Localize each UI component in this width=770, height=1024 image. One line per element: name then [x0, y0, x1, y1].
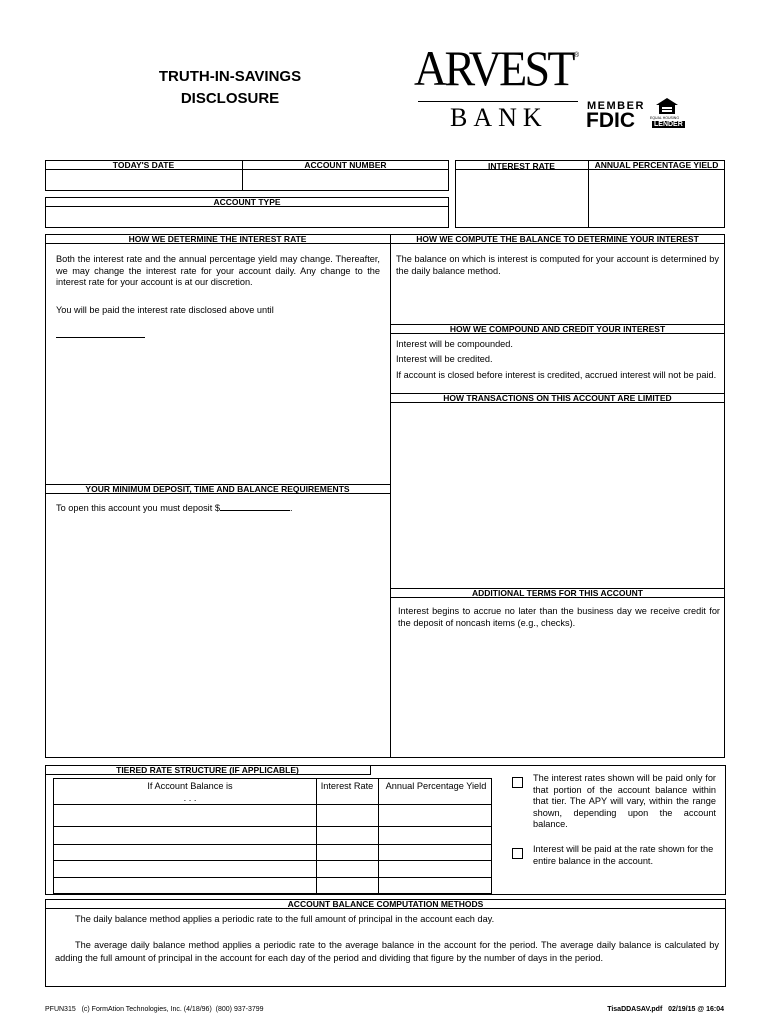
tier-entire-balance-text: Interest will be paid at the rate shown for the entire balance in the account. [533, 844, 714, 866]
tier-col-apy-header: Annual Percentage Yield [385, 781, 487, 791]
lender-text: LENDER [654, 121, 683, 128]
arvest-bank-logo [414, 42, 689, 138]
footer-right: TisaDDASAV.pdf 02/19/15 @ 16:04 [607, 1006, 724, 1013]
account-type-field[interactable] [46, 208, 448, 227]
equal-housing-icon [654, 97, 680, 115]
footer-left: PFUN315 (c) FormAtion Technologies, Inc. (4/18/96) (800) 937-3799 [45, 1006, 264, 1013]
tier-portion-text: The interest rates shown will be paid only for that portion of the account balance within that tier. The APY will vary, within the range shown, depending upon the account balance. [533, 773, 716, 829]
todays-date-label: TODAY'S DATE [112, 160, 175, 170]
closed-account-text: If account is closed before interest is credited, accrued interest will not be paid. [396, 370, 717, 380]
average-daily-balance-text [55, 939, 719, 965]
minimum-deposit-suffix: . [289, 503, 293, 513]
account-type-label: ACCOUNT TYPE [213, 197, 281, 207]
tier-portion-checkbox[interactable] [512, 777, 523, 788]
daily-balance-method-text [55, 914, 719, 926]
fdic-text: FDIC [586, 109, 635, 132]
page-title [110, 66, 350, 110]
account-number-label: ACCOUNT NUMBER [304, 160, 387, 170]
title-line-1: TRUTH-IN-SAVINGS [158, 68, 302, 85]
minimum-deposit-header: YOUR MINIMUM DEPOSIT, TIME AND BALANCE REQUIREMENTS [85, 484, 350, 494]
transactions-limited-field[interactable] [391, 404, 724, 586]
interest-rate-label: INTEREST RATE [488, 161, 555, 171]
compounded-text: Interest will be compounded. [396, 339, 513, 349]
daily-balance-method-value: The daily balance method applies a periodic rate to the full amount of principal in the account each day. [75, 914, 495, 924]
equal-housing-text: EQUAL HOUSING [650, 116, 680, 120]
paid-until-text: You will be paid the interest rate disclosed above until [56, 305, 274, 315]
logo-bank-text: BANK [450, 103, 548, 132]
logo-brand-text: ARVEST [414, 40, 573, 96]
registered-mark: ® [574, 52, 580, 59]
compound-credit-header: HOW WE COMPOUND AND CREDIT YOUR INTEREST [449, 324, 666, 334]
tier-col-rate-header: Interest Rate [320, 781, 374, 791]
tier-entire-balance-checkbox[interactable] [512, 848, 523, 859]
credited-text: Interest will be credited. [396, 354, 493, 364]
tier-col-balance-header: If Account Balance is . . . [147, 781, 233, 803]
fdic-member-text: MEMBER [587, 100, 645, 112]
minimum-deposit-text [56, 501, 380, 515]
determine-rate-header: HOW WE DETERMINE THE INTEREST RATE [128, 234, 307, 244]
minimum-deposit-prefix: To open this account you must deposit $ [56, 503, 220, 513]
additional-terms-header: ADDITIONAL TERMS FOR THIS ACCOUNT [472, 588, 643, 598]
compute-balance-text: The balance on which is interest is computed for your account is determined by the daily balance method. [396, 254, 719, 276]
deposit-amount-blank[interactable] [220, 501, 290, 511]
apy-field[interactable] [589, 171, 724, 227]
average-daily-balance-value: The average daily balance method applies a periodic rate to the average balance in the account for the period. The average daily balance is calculated by adding the full amount of principal in the account for each day of the period and dividing that figure by the number of days in the period. [55, 940, 719, 963]
title-line-2: DISCLOSURE [180, 90, 280, 107]
compute-balance-header: HOW WE COMPUTE THE BALANCE TO DETERMINE YOUR INTEREST [416, 234, 699, 244]
additional-terms-text: Interest begins to accrue no later than the business day we receive credit for the deposit of noncash items (e.g., checks). [398, 606, 720, 628]
determine-rate-text: Both the interest rate and the annual percentage yield may change. Thereafter, we may change the interest rate for your account daily. Any change to the interest rate for your account is at our discretion. [56, 254, 380, 287]
todays-date-field[interactable] [46, 171, 241, 190]
interest-rate-field[interactable] [456, 171, 587, 227]
apy-label: ANNUAL PERCENTAGE YIELD [594, 160, 719, 170]
account-number-field[interactable] [243, 171, 448, 190]
logo-rule [418, 101, 578, 102]
tiered-rate-header: TIERED RATE STRUCTURE (IF APPLICABLE) [116, 765, 299, 775]
computation-methods-header: ACCOUNT BALANCE COMPUTATION METHODS [287, 899, 484, 909]
transactions-limited-header: HOW TRANSACTIONS ON THIS ACCOUNT ARE LIMITED [443, 393, 672, 403]
paid-until-blank[interactable] [56, 337, 145, 338]
